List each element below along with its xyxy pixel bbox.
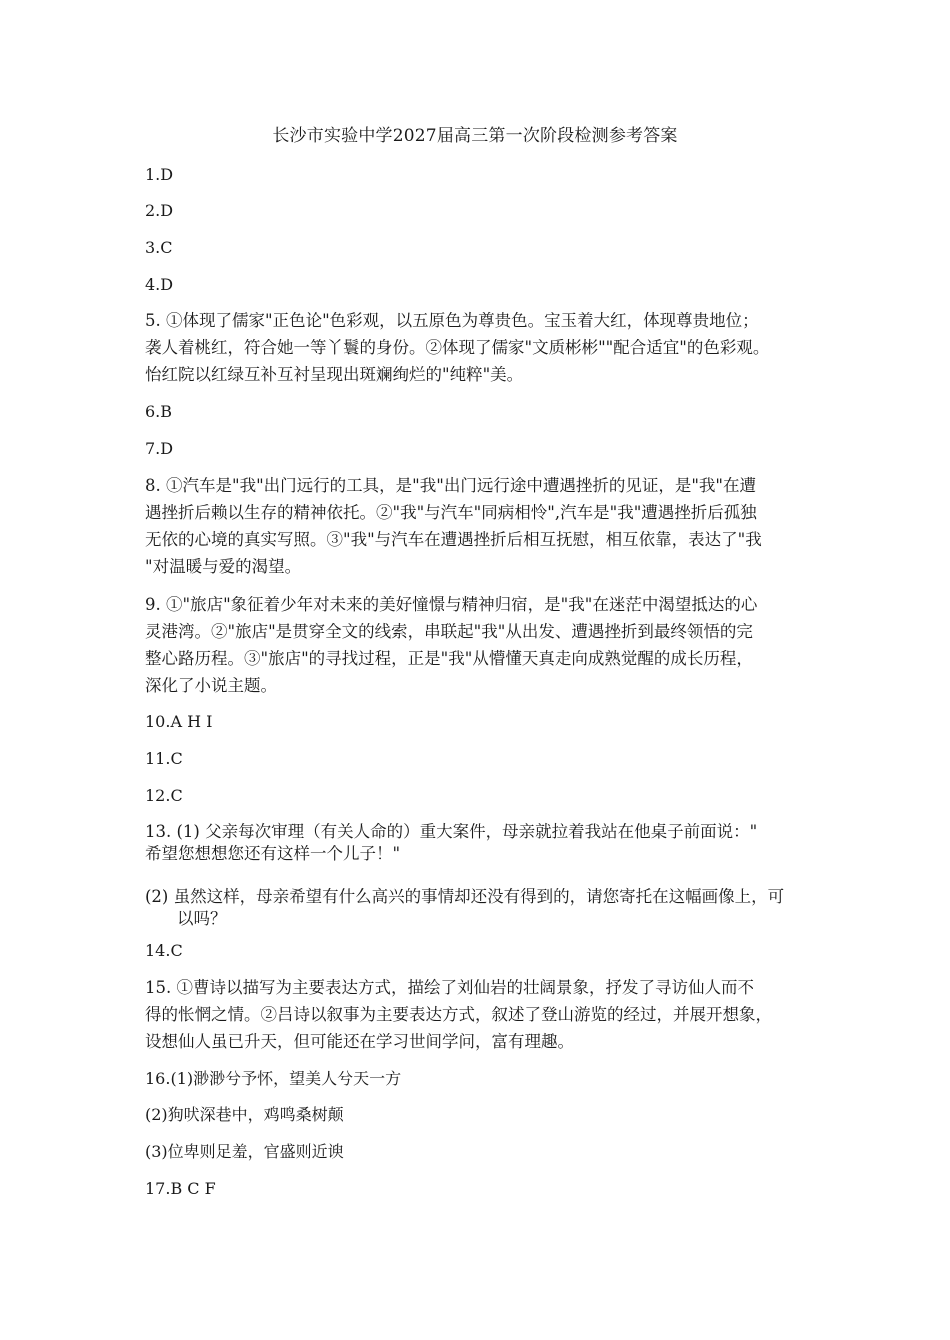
answer-13-2-line: 以吗？ (177, 909, 227, 928)
answer-9-line: 灵港湾。②"旅店"是贯穿全文的线索，串联起"我"从出发、遭遇挫折到最终领悟的完 (145, 622, 753, 641)
answer-6: 6.B (145, 402, 173, 421)
answer-15-line: 15. ①曹诗以描写为主要表达方式，描绘了刘仙岩的壮阔景象，抒发了寻访仙人而不 (145, 978, 754, 997)
answer-7: 7.D (145, 439, 174, 458)
answer-14: 14.C (145, 941, 183, 960)
answer-8-line: 遇挫折后赖以生存的精神依托。②"我"与汽车"同病相怜",汽车是"我"遭遇挫折后孤独 (145, 503, 757, 522)
answer-8 (145, 472, 825, 580)
answer-13-1-line: 希望您想想您还有这样一个儿子！" (145, 844, 401, 863)
answer-16-1: 16.(1)渺渺兮予怀，望美人兮天一方 (145, 1069, 402, 1088)
answer-2: 2.D (145, 201, 174, 220)
answer-4: 4.D (145, 275, 174, 294)
answer-15 (145, 974, 825, 1055)
answer-16-3: (3)位卑则足羞，官盛则近谀 (145, 1142, 344, 1161)
answer-10: 10.A H I (145, 712, 213, 731)
answer-3: 3.C (145, 238, 173, 257)
answer-5-line: 怡红院以红绿互补互衬呈现出斑斓绚烂的"纯粹"美。 (145, 365, 524, 384)
answer-9 (145, 591, 825, 699)
answer-5 (145, 307, 825, 388)
answer-1: 1.D (145, 165, 174, 184)
answer-16-2: (2)狗吠深巷中，鸡鸣桑树颠 (145, 1105, 344, 1124)
answer-8-line: 8. ①汽车是"我"出门远行的工具，是"我"出门远行途中遭遇挫折的见证，是"我"在遭 (145, 476, 757, 495)
answer-12: 12.C (145, 786, 183, 805)
answer-13-2-line: (2) 虽然这样，母亲希望有什么高兴的事情却还没有得到的，请您寄托在这幅画像上，可 (145, 887, 785, 906)
answer-11: 11.C (145, 749, 183, 768)
answer-8-line: 无依的心境的真实写照。③"我"与汽车在遭遇挫折后相互抚慰，相互依靠，表达了"我 (145, 530, 762, 549)
answer-15-line: 得的怅惘之情。②吕诗以叙事为主要表达方式，叙述了登山游览的经过，并展开想象， (145, 1005, 772, 1024)
answer-5-line: 袭人着桃红，符合她一等丫鬟的身份。②体现了儒家"文质彬彬""配合适宜"的色彩观。 (145, 338, 770, 357)
answer-8-line: "对温暖与爱的渴望。 (145, 557, 302, 576)
page-title: 长沙市实验中学2027届高三第一次阶段检测参考答案 (272, 126, 678, 146)
answer-13-part-2 (145, 886, 825, 930)
answer-17: 17.B C F (145, 1179, 216, 1198)
answer-13-1-line: 13. (1) 父亲每次审理（有关人命的）重大案件，母亲就拉着我站在他桌子前面说：" (145, 822, 758, 841)
answer-9-line: 深化了小说主题。 (145, 676, 277, 695)
answer-5-line: 5. ①体现了儒家"正色论"色彩观，以五原色为尊贵色。宝玉着大红，体现尊贵地位； (145, 311, 759, 330)
answer-13-part-1 (145, 821, 825, 865)
answer-15-line: 设想仙人虽已升天，但可能还在学习世间学问，富有理趣。 (145, 1032, 574, 1051)
answer-9-line: 整心路历程。③"旅店"的寻找过程，正是"我"从懵懂天真走向成熟觉醒的成长历程， (145, 649, 753, 668)
answer-9-line: 9. ①"旅店"象征着少年对未来的美好憧憬与精神归宿，是"我"在迷茫中渴望抵达的心 (145, 595, 758, 614)
